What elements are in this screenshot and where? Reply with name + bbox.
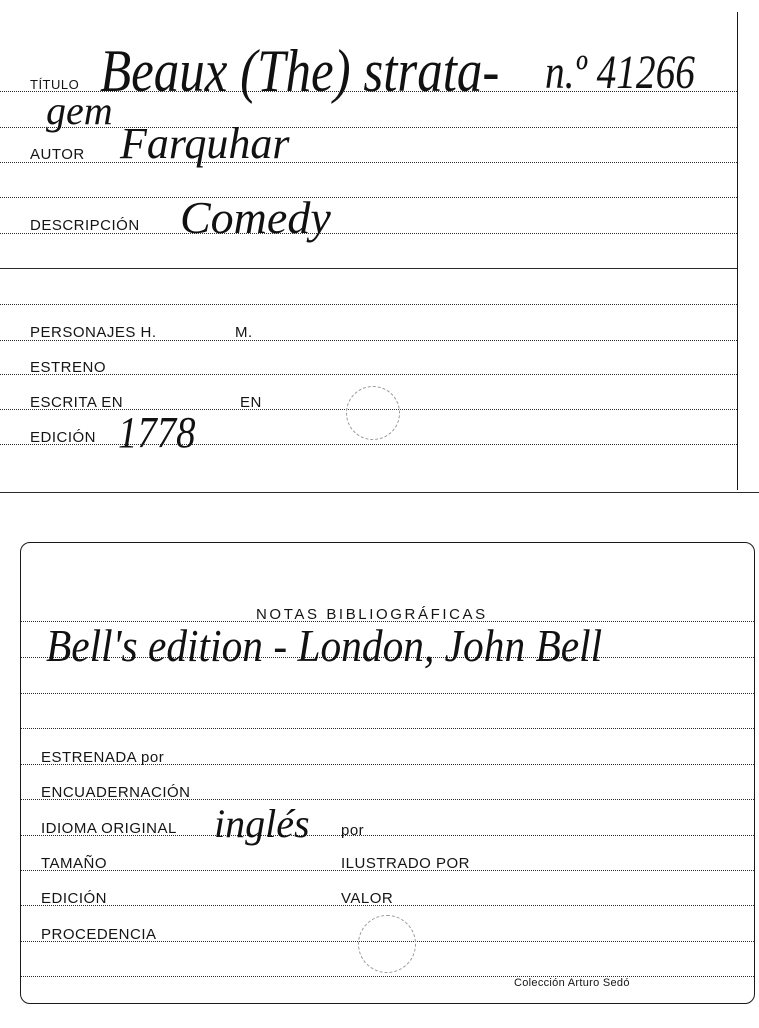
- rule-line: [21, 693, 754, 694]
- record-number: n.º 41266: [545, 46, 695, 99]
- titulo-value: Beaux (The) strata-: [100, 38, 500, 104]
- encuadernacion-label: ENCUADERNACIÓN: [41, 784, 191, 801]
- punch-hole: [358, 915, 416, 973]
- procedencia-label: PROCEDENCIA: [41, 926, 157, 943]
- card-bottom-edge: [0, 492, 759, 493]
- personajes-label: PERSONAJES H.: [30, 324, 157, 341]
- rule-line: [21, 976, 754, 977]
- idioma-por-label: por: [341, 822, 365, 839]
- titulo-continuation: gem: [46, 88, 113, 133]
- autor-label: AUTOR: [30, 146, 85, 163]
- rule-line: [21, 728, 754, 729]
- bottom-card: [20, 542, 755, 1004]
- idioma-label: IDIOMA ORIGINAL: [41, 820, 177, 837]
- card-right-border: [737, 12, 738, 490]
- notas-value: Bell's edition - London, John Bell: [46, 620, 603, 671]
- descripcion-value: Comedy: [180, 192, 331, 243]
- edicion-value: 1778: [118, 408, 196, 457]
- idioma-value: inglés: [214, 801, 310, 846]
- personajes-m-label: M.: [235, 324, 253, 341]
- edicion-label: EDICIÓN: [41, 890, 108, 907]
- tamano-label: TAMAÑO: [41, 855, 108, 872]
- descripcion-label: DESCRIPCIÓN: [30, 217, 140, 234]
- edicion-label: EDICIÓN: [30, 429, 97, 446]
- estreno-label: ESTRENO: [30, 359, 107, 376]
- rule-line: [0, 162, 737, 163]
- escrita-en-label: EN: [240, 394, 262, 411]
- ilustrado-label: ILUSTRADO POR: [341, 855, 471, 872]
- collection-credit: Colección Arturo Sedó: [514, 977, 630, 989]
- punch-hole: [346, 386, 400, 440]
- autor-value: Farquhar: [120, 119, 290, 168]
- top-card: [0, 0, 759, 496]
- rule-line: [0, 197, 737, 198]
- rule-line: [0, 268, 737, 269]
- rule-line: [0, 444, 737, 445]
- rule-line: [0, 304, 737, 305]
- valor-label: VALOR: [341, 890, 394, 907]
- notas-label: NOTAS BIBLIOGRÁFICAS: [256, 606, 488, 623]
- estrenada-label: ESTRENADA por: [41, 749, 165, 766]
- titulo-label: TÍTULO: [30, 77, 80, 92]
- rule-line: [0, 374, 737, 375]
- escrita-label: ESCRITA EN: [30, 394, 124, 411]
